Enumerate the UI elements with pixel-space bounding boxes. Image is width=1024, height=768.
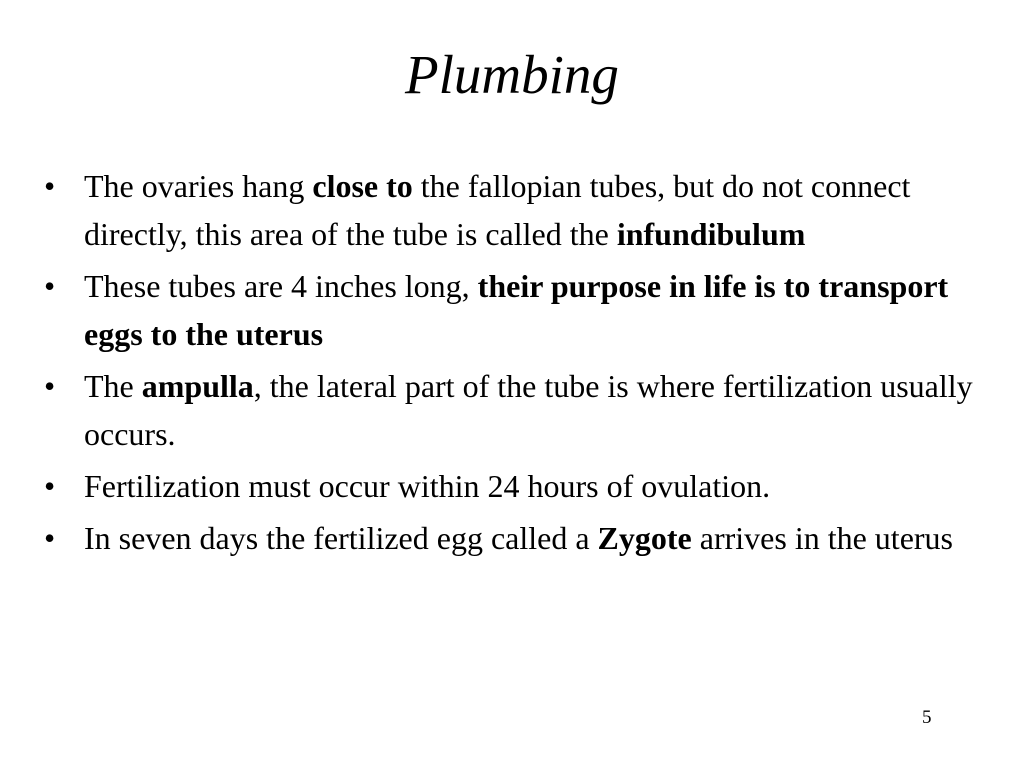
slide-title: Plumbing [405, 44, 619, 105]
bullet-item [44, 462, 1004, 510]
bullet-text-bold-run: their purpose in life is to transport eggs to the uterus [84, 268, 949, 352]
bullet-text [84, 468, 770, 504]
bullet-text-run: In seven days the fertilized egg called a [84, 520, 598, 556]
bullet-text-bold-run: ampulla [141, 368, 254, 404]
bullet-text-bold-run: Zygote [597, 520, 692, 556]
bullet-icon: • [44, 468, 56, 504]
bullet-text-run: These tubes are 4 inches long, [84, 268, 478, 304]
bullet-icon: • [44, 368, 56, 404]
bullet-text-run: the fallopian tubes, but do not connect directly, this area of the tube is called the [84, 168, 911, 252]
bullet-text [84, 268, 948, 352]
bullet-text-run: arrives in the uterus [691, 520, 953, 556]
bullet-item [44, 162, 1004, 258]
bullet-text-run: The ovaries hang [84, 168, 313, 204]
bullet-text-run: Fertilization must occur within 24 hours of ovulation. [84, 468, 771, 504]
page-number: 5 [922, 707, 932, 728]
bullet-text-run: , the lateral part of the tube is where fertilization usually occurs. [84, 368, 973, 452]
bullet-text [84, 168, 910, 252]
bullet-text-bold-run: infundibulum [616, 216, 806, 252]
bullet-text-run: The [84, 368, 142, 404]
bullet-icon: • [44, 168, 56, 204]
bullet-list [44, 162, 1004, 566]
bullet-text [84, 520, 953, 556]
bullet-item [44, 262, 1004, 358]
bullet-icon: • [44, 520, 56, 556]
bullet-item [44, 514, 1004, 562]
bullet-icon: • [44, 268, 56, 304]
bullet-text [84, 368, 973, 452]
bullet-item [44, 362, 1004, 458]
bullet-text-bold-run: close to [312, 168, 413, 204]
